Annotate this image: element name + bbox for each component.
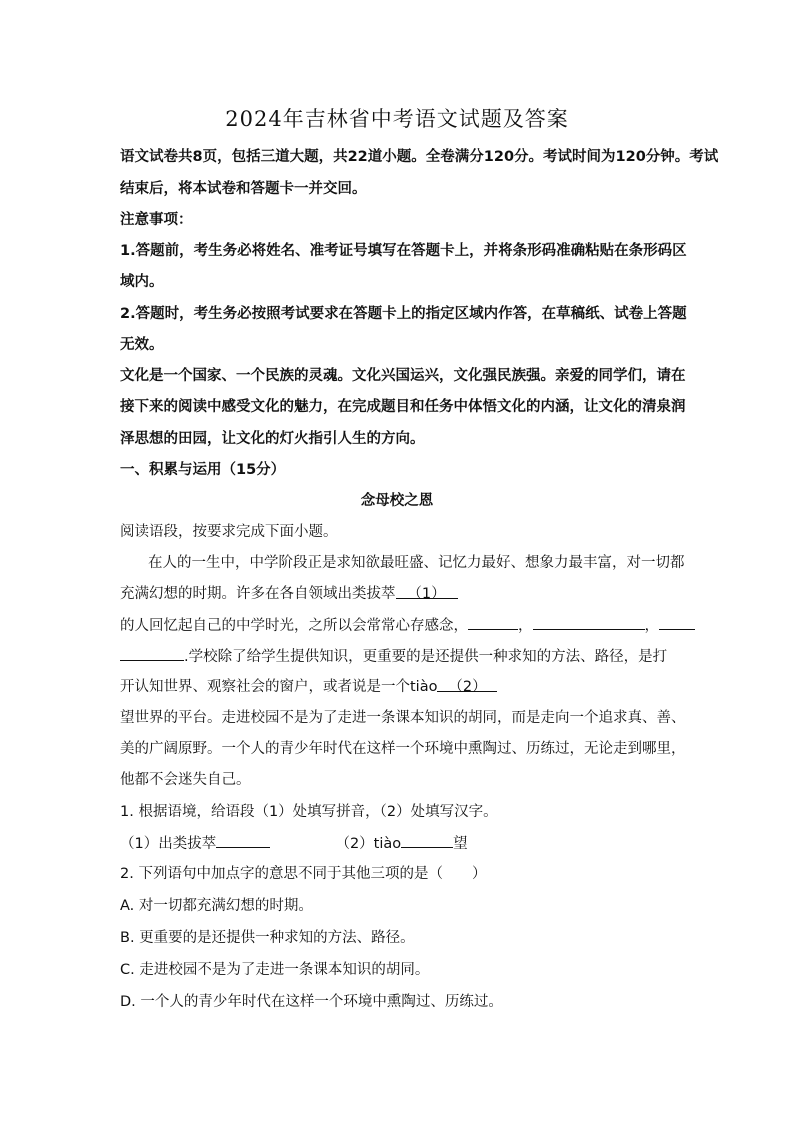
instruction-text: 阅读语段，按要求完成下面小题。 bbox=[120, 524, 338, 540]
option-d: D. 一个人的青少年时代在这样一个环境中熏陶过、历练过。 bbox=[120, 994, 503, 1010]
intro-line-1: 语文试卷共8页，包括三道大题，共22道小题。全卷满分120分。考试时间为120分钟。考试 bbox=[120, 149, 719, 165]
question-2: 2. 下列语句中加点字的意思不同于其他三项的是（ ） bbox=[120, 866, 487, 882]
passage-line-7: 美的广阔原野。一个人的青少年时代在这样一个环境中熏陶过、历练过，无论走到哪里， bbox=[120, 741, 686, 757]
note-2-line-2: 无效。 bbox=[120, 337, 164, 353]
notes-heading: 注意事项： bbox=[120, 212, 193, 228]
answer-blank-c-cont bbox=[120, 644, 184, 661]
comma-1: ， bbox=[518, 618, 533, 634]
intro-line-2: 结束后，将本试卷和答题卡一并交回。 bbox=[120, 181, 367, 197]
q1-part-2-blank bbox=[401, 831, 453, 848]
passage-title: 念母校之恩 bbox=[360, 493, 434, 509]
passage-line-6: 望世界的平台。走进校园不是为了走进一条课本知识的胡同，而是走向一个追求真、善、 bbox=[120, 710, 686, 726]
blank-1: （1） bbox=[396, 582, 458, 599]
page-title: 2024年吉林省中考语文试题及答案 bbox=[225, 107, 569, 131]
passage-line-2-text: 充满幻想的时期。许多在各自领域出类拔萃 bbox=[120, 586, 396, 602]
answer-blank-b bbox=[533, 613, 645, 630]
preface-line-3: 泽思想的田园，让文化的灯火指引人生的方向。 bbox=[120, 431, 425, 447]
note-1-line-2: 域内。 bbox=[120, 274, 164, 290]
note-1-line-1: 1.答题前，考生务必将姓名、准考证号填写在答题卡上，并将条形码准确粘贴在条形码区 bbox=[120, 243, 687, 259]
passage-line-5-text: 开认知世界、观察社会的窗户，或者说是一个tiào bbox=[120, 679, 438, 695]
q1-part-1-label: （1）出类拔萃 bbox=[120, 836, 217, 852]
q1-part-2-label: （2）tiào bbox=[335, 836, 402, 852]
passage-line-1: 在人的一生中，中学阶段正是求知欲最旺盛、记忆力最好、想象力最丰富，对一切都 bbox=[148, 555, 685, 571]
passage-line-4 bbox=[120, 644, 667, 666]
answer-blank-c bbox=[659, 613, 695, 630]
comma-2: ， bbox=[644, 618, 659, 634]
preface-line-2: 接下来的阅读中感受文化的魅力，在完成题目和任务中体悟文化的内涵，让文化的清泉润 bbox=[120, 399, 686, 415]
passage-line-5 bbox=[120, 675, 497, 696]
preface-line-1: 文化是一个国家、一个民族的灵魂。文化兴国运兴，文化强民族强。亲爱的同学们，请在 bbox=[120, 368, 686, 384]
q1-part-1-blank bbox=[216, 831, 270, 848]
passage-line-4-text: .学校除了给学生提供知识，更重要的是还提供一种求知的方法、路径，是打 bbox=[184, 649, 668, 665]
passage-line-3-text: 的人回忆起自己的中学时光，之所以会常常心存感念， bbox=[120, 618, 468, 634]
q1-part-2-end: 望 bbox=[453, 836, 468, 852]
option-b: B. 更重要的是还提供一种求知的方法、路径。 bbox=[120, 930, 415, 946]
option-c: C. 走进校园不是为了走进一条课本知识的胡同。 bbox=[120, 962, 430, 978]
section-heading: 一、积累与运用（15分） bbox=[120, 462, 286, 478]
question-1-answers bbox=[120, 831, 468, 853]
passage-line-2 bbox=[120, 582, 458, 603]
passage-line-8: 他都不会迷失自己。 bbox=[120, 772, 251, 788]
passage-line-3 bbox=[120, 613, 695, 635]
note-2-line-1: 2.答题时，考生务必按照考试要求在答题卡上的指定区域内作答，在草稿纸、试卷上答题 bbox=[120, 306, 687, 322]
question-1: 1. 根据语境，给语段（1）处填写拼音，（2）处填写汉字。 bbox=[120, 804, 498, 820]
option-a: A. 对一切都充满幻想的时期。 bbox=[120, 898, 313, 914]
blank-2: （2） bbox=[437, 675, 497, 692]
answer-blank-a bbox=[468, 613, 518, 630]
